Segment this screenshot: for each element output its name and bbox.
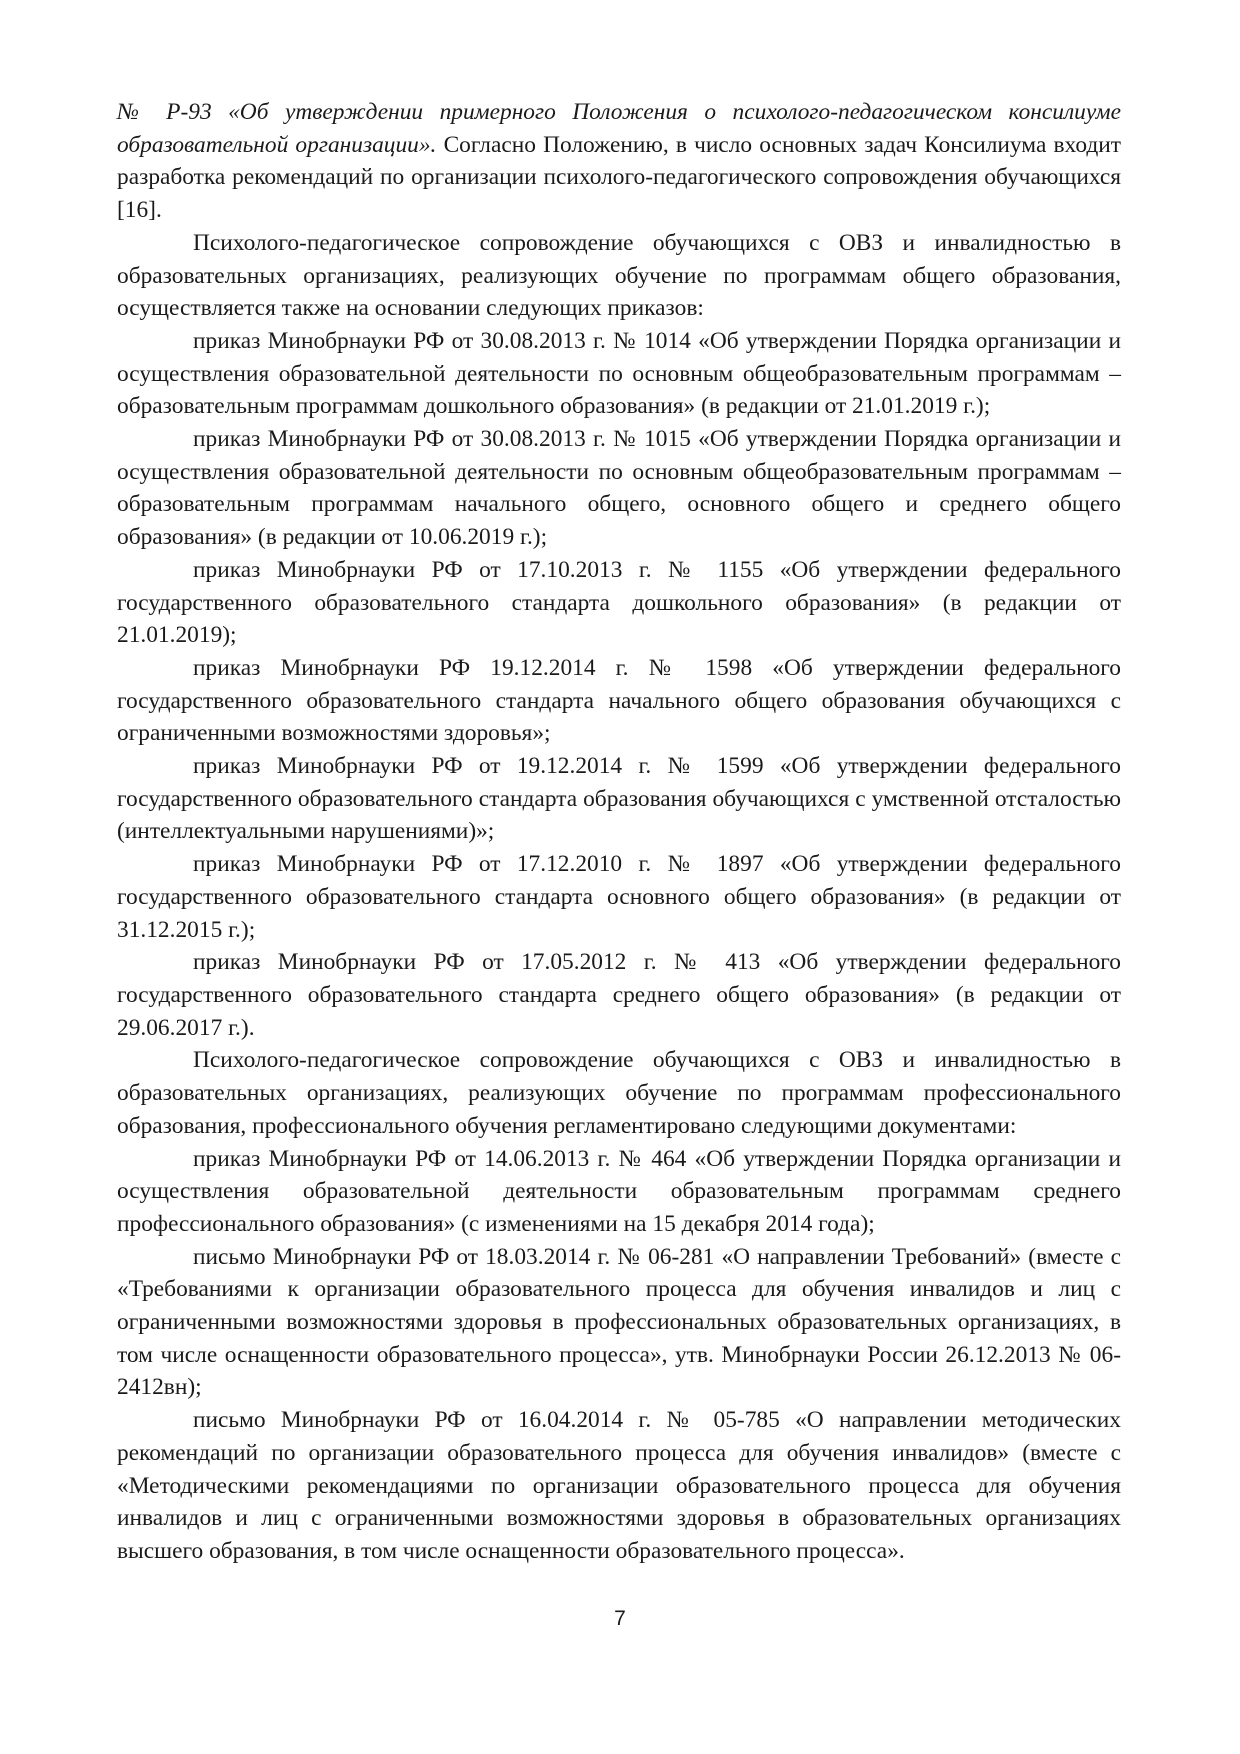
paragraph-professional-education-intro: Психолого-педагогическое сопровождение обучающихся с ОВЗ и инвалидностью в образовательных организациях, реализующих обучение по программам профессионального образования, профессионального обучения регламентировано следующими документами: [117, 1047, 1121, 1139]
page-number: 7 [614, 1607, 626, 1630]
order-item-1015: приказ Минобрнауки РФ от 30.08.2013 г. № 1015 «Об утверждении Порядка организации и осуществления образовательной деятельности по основным общеобразовательным программам – образовательным программам начального общего, основного общего и среднего общего образования» (в редакции от 10.06.2019 г.); [117, 426, 1121, 551]
order-item-1599: приказ Минобрнауки РФ от 19.12.2014 г. № 1599 «Об утверждении федерального государственного образовательного стандарта образования обучающихся с умственной отсталостью (интеллектуальными нарушениями)»; [117, 753, 1121, 845]
letter-item-05-785: письмо Минобрнауки РФ от 16.04.2014 г. № 05-785 «О направлении методических рекомендаций по организации образовательного процесса для обучения инвалидов» (вместе с «Методическими рекомендациями по организации образовательного процесса для обучения инвалидов и лиц с ограниченными возможностями здоровья в образовательных организациях высшего образования, в том числе оснащенности образовательного процесса». [117, 1407, 1121, 1564]
order-item-413: приказ Минобрнауки РФ от 17.05.2012 г. № 413 «Об утверждении федерального государственного образовательного стандарта среднего общего образования» (в редакции от 29.06.2017 г.). [117, 949, 1121, 1041]
intro-paragraph [117, 96, 1121, 227]
intro-text: Согласно Положению, в число основных задач Консилиума входит разработка рекомендаций по организации психолого-педагогического сопровождения обучающихся [16]. [117, 131, 1121, 224]
order-item-1897: приказ Минобрнауки РФ от 17.12.2010 г. № 1897 «Об утверждении федерального государственного образовательного стандарта основного общего образования» (в редакции от 31.12.2015 г.); [117, 851, 1121, 943]
order-item-1598: приказ Минобрнауки РФ 19.12.2014 г. № 1598 «Об утверждении федерального государственного образовательного стандарта начального общего образования обучающихся с ограниченными возможностями здоровья»; [117, 654, 1121, 747]
paragraph-general-education-intro: Психолого-педагогическое сопровождение обучающихся с ОВЗ и инвалидностью в образовательных организациях, реализующих обучение по программам общего образования, осуществляется также на основании следующих приказов: [117, 229, 1121, 322]
decree-title-italic: № Р-93 «Об утверждении примерного Положения о психолого-педагогическом консилиуме образовательной организации». [117, 99, 1121, 158]
order-item-1155: приказ Минобрнауки РФ от 17.10.2013 г. № 1155 «Об утверждении федерального государственного образовательного стандарта дошкольного образования» (в редакции от 21.01.2019); [117, 556, 1121, 649]
document-page [117, 96, 1121, 1568]
letter-item-06-281: письмо Минобрнауки РФ от 18.03.2014 г. № 06-281 «О направлении Требований» (вместе с «Требованиями к организации образовательного процесса для обучения инвалидов и лиц с ограниченными возможностями здоровья в профессиональных образовательных организациях, в том числе оснащенности образовательного процесса», утв. Минобрнауки России 26.12.2013 № 06-2412вн); [117, 1243, 1121, 1401]
order-item-464: приказ Минобрнауки РФ от 14.06.2013 г. № 464 «Об утверждении Порядка организации и осуществления образовательной деятельности образовательным программам среднего профессионального образования» (с изменениями на 15 декабря 2014 года); [117, 1145, 1121, 1237]
order-item-1014: приказ Минобрнауки РФ от 30.08.2013 г. № 1014 «Об утверждении Порядка организации и осуществления образовательной деятельности по основным общеобразовательным программам – образовательным программам дошкольного образования» (в редакции от 21.01.2019 г.); [117, 327, 1121, 420]
